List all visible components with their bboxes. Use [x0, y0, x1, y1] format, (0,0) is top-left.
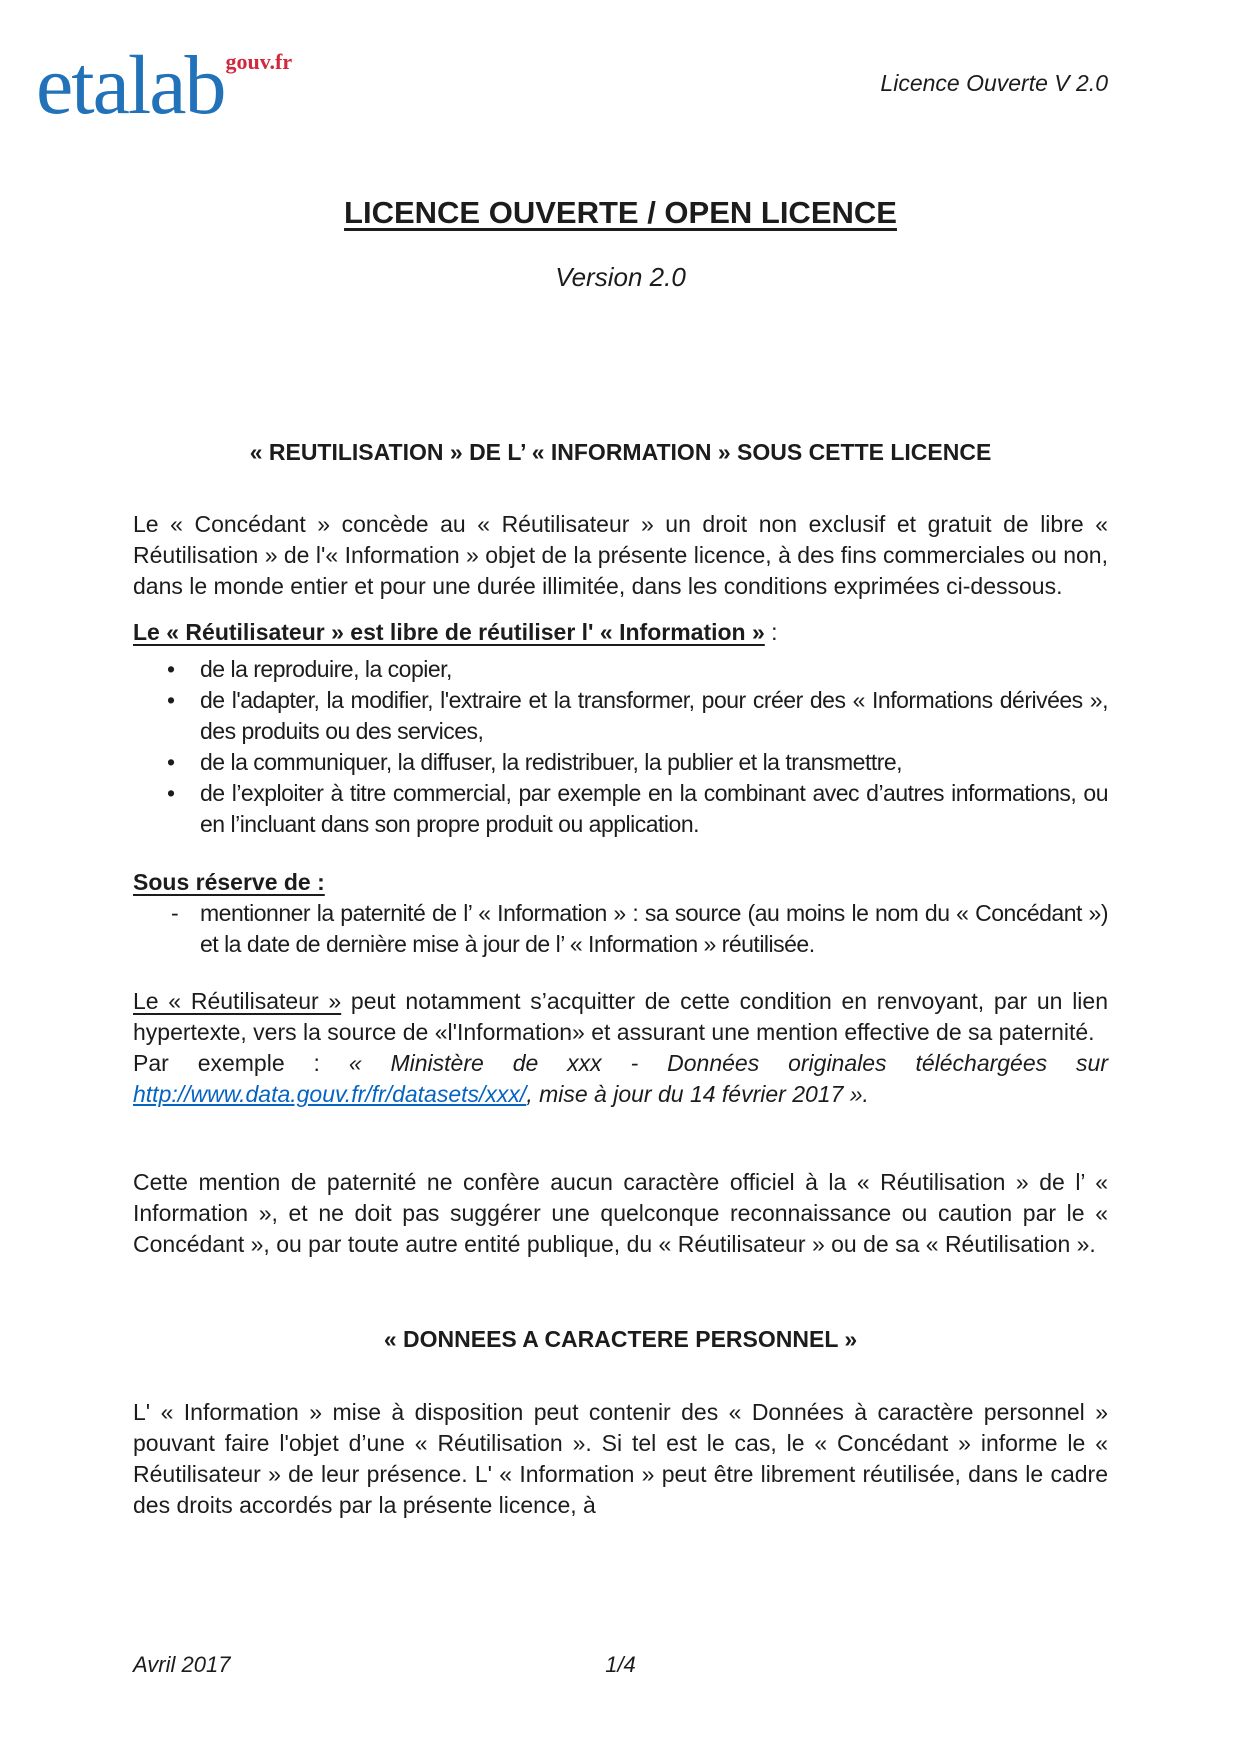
- paragraph-donnees-personnelles: L' « Information » mise à disposition peut contenir des « Données à caractère personnel » pouvant faire l'objet d’une « Réutilisation ». Si tel est le cas, le « Concédant » informe le « Réutilisateur » de leur présence. L' « Information » peut être librement réutilisée, dans le cadre des droits accordés par la présente licence, à: [133, 1399, 1108, 1518]
- page-header: [36, 0, 1108, 155]
- running-header-title: Licence Ouverte V 2.0: [880, 70, 1108, 96]
- section-heading-reutilisation: « REUTILISATION » DE L’ « INFORMATION » SOUS CETTE LICENCE: [249, 439, 992, 465]
- subheading-free-use-colon: :: [764, 619, 778, 645]
- subheading-sous-reserve: [133, 867, 1108, 898]
- document-version: Version 2.0: [555, 262, 686, 292]
- list-item: • de la communiquer, la diffuser, la redistribuer, la publier et la transmettre,: [133, 747, 1108, 778]
- sous-reserve-dash-list: [133, 898, 1108, 960]
- list-item: • de la reproduire, la copier,: [133, 654, 1108, 685]
- paragraph-paternity-note: Cette mention de paternité ne confère aucun caractère officiel à la « Réutilisation » de l’ « Information », et ne doit pas suggérer une quelconque reconnaissance ou caution par le « Concédant », ou par toute autre entité publique, du « Réutilisateur » ou de sa « Réutilisation ».: [133, 1169, 1108, 1257]
- footer-page-number: 1/4: [605, 1652, 636, 1677]
- free-use-bullet-list: [133, 654, 1108, 840]
- subheading-sous-reserve-text: Sous réserve de :: [133, 869, 325, 895]
- datasets-hyperlink[interactable]: http://www.data.gouv.fr/fr/datasets/xxx/: [133, 1081, 527, 1107]
- paragraph-attribution: [133, 986, 1108, 1048]
- list-item: • de l’exploiter à titre commercial, par exemple en la combinant avec d’autres informations, ou en l’incluant dans son propre produit ou application.: [133, 778, 1108, 840]
- section-heading-donnees-personnelles: « DONNEES A CARACTERE PERSONNEL »: [383, 1326, 858, 1352]
- page-footer: [133, 1650, 1108, 1680]
- etalab-logo-text: etalab: [36, 39, 225, 132]
- etalab-logo: [36, 40, 291, 132]
- paragraph-intro: Le « Concédant » concède au « Réutilisateur » un droit non exclusif et gratuit de libre « Réutilisation » de l'« Information » objet de la présente licence, à des fins commerciales ou non, dans le monde entier et pour une durée illimitée, dans les conditions exprimées ci-dessous.: [133, 511, 1108, 599]
- document-title: [133, 195, 1108, 231]
- subheading-free-use: [133, 617, 1108, 648]
- subheading-free-use-text: Le « Réutilisateur » est libre de réutiliser l' « Information »: [133, 619, 765, 645]
- document-title-text: LICENCE OUVERTE / OPEN LICENCE: [344, 195, 897, 230]
- list-item: • de l'adapter, la modifier, l'extraire et la transformer, pour créer des « Informations dérivées », des produits ou des services,: [133, 685, 1108, 747]
- example-italic-before: « Ministère de xxx - Données originales téléchargées sur: [348, 1050, 1108, 1076]
- list-item: - mentionner la paternité de l’ « Information » : sa source (au moins le nom du « Concédant ») et la date de dernière mise à jour de l’ « Information » réutilisée.: [133, 898, 1108, 960]
- attribution-lead-underlined: Le « Réutilisateur »: [133, 988, 342, 1014]
- example-italic-after: , mise à jour du 14 février 2017 ».: [526, 1081, 869, 1107]
- attribution-rest: peut notamment s’acquitter de cette condition en renvoyant, par un lien hypertexte, vers la source de «l'Information» et assurant une mention effective de sa paternité.: [133, 988, 1108, 1045]
- example-label: Par exemple :: [133, 1050, 349, 1076]
- footer-date: Avril 2017: [133, 1652, 231, 1677]
- gouvfr-logo-text: gouv.fr: [225, 49, 293, 74]
- paragraph-example: [133, 1048, 1108, 1110]
